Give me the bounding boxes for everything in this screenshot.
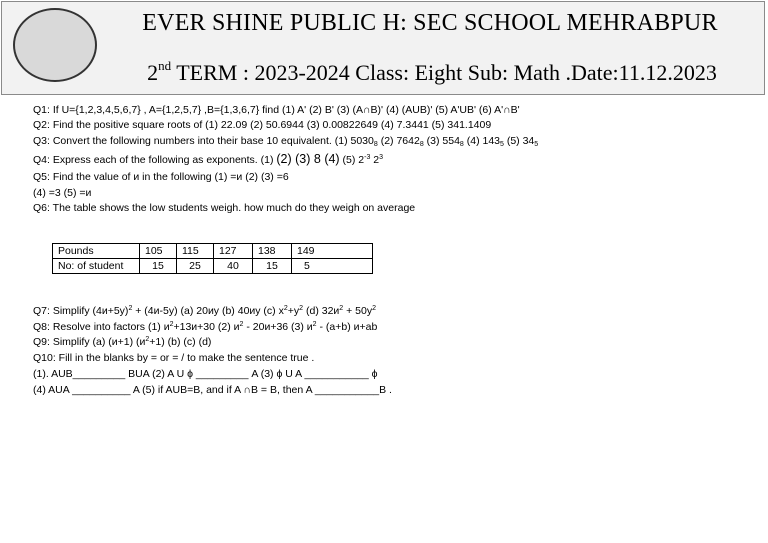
table-row bbox=[53, 259, 373, 274]
q7-part-2: + (4и-5y) (a) 20иy (b) 40иy (c) x bbox=[132, 305, 284, 317]
q9-part-1: Q9: Simplify (a) (и+1) (и bbox=[33, 336, 146, 348]
row-label-pounds: Pounds bbox=[53, 244, 140, 259]
school-logo bbox=[13, 8, 97, 82]
q3-part-1: Q3: Convert the following numbers into their base 10 equivalent. (1) 5030 bbox=[33, 135, 374, 147]
q9-exp-1: 2 bbox=[145, 336, 150, 343]
question-8 bbox=[33, 320, 377, 334]
q8-part-4: - (a+b) и+ab bbox=[316, 321, 378, 333]
q3-part-2: (2) 7642 bbox=[377, 135, 420, 147]
question-5: Q5: Find the value of и in the following (1) =и (2) (3) =6 bbox=[33, 171, 289, 183]
q4-part-1: Q4: Express each of the following as exponents. (1) bbox=[33, 154, 277, 166]
table-cell: 105 bbox=[140, 244, 177, 259]
q3-part-3: (3) 554 bbox=[423, 135, 460, 147]
q3-base-3: 8 bbox=[459, 141, 464, 148]
term-details: TERM : 2023-2024 Class: Eight Sub: Math .Date:11.12.2023 bbox=[171, 60, 717, 85]
q7-part-3: +y bbox=[287, 305, 300, 317]
q8-part-2: +13и+30 (2) и bbox=[173, 321, 240, 333]
q8-exp-3: 2 bbox=[312, 321, 317, 328]
question-1: Q1: If U={1,2,3,4,5,6,7} , A={1,2,5,7} ,B={1,3,6,7} find (1) A' (2) B' (3) (A∩B)' (4) (AUB)' (5) A'UB' (6) A'∩B' bbox=[33, 104, 520, 116]
row-label-students: No: of student bbox=[53, 259, 140, 274]
question-2: Q2: Find the positive square roots of (1) 22.09 (2) 50.6944 (3) 0.00822649 (4) 7.3441 (5) 341.1409 bbox=[33, 119, 492, 131]
q4-part-2: (2) (3) 8 (4) bbox=[276, 152, 340, 166]
table-cell: 15 bbox=[253, 259, 292, 274]
question-9 bbox=[33, 335, 211, 349]
table-cell: 127 bbox=[214, 244, 253, 259]
table-cell: 138 bbox=[253, 244, 292, 259]
weights-table bbox=[52, 243, 373, 274]
table-cell: 149 bbox=[292, 244, 373, 259]
q7-exp-3: 2 bbox=[299, 305, 304, 312]
question-5-continued: (4) =3 (5) =и bbox=[33, 187, 92, 199]
q7-exp-4: 2 bbox=[339, 305, 344, 312]
q4-part-3: (5) 2 bbox=[339, 154, 365, 166]
school-name: EVER SHINE PUBLIC H: SEC SCHOOL MEHRABPUR bbox=[142, 10, 718, 36]
q3-part-5: (5) 34 bbox=[503, 135, 535, 147]
fill-blanks-row-1: (1). AUB_________ BUA (2) A U ϕ _________ A (3) ϕ U A ___________ ϕ bbox=[33, 368, 378, 380]
q7-part-5: + 50y bbox=[343, 305, 373, 317]
question-3 bbox=[33, 134, 538, 148]
q7-exp-5: 2 bbox=[372, 305, 376, 312]
q7-part-4: (d) 32и bbox=[303, 305, 340, 317]
question-4 bbox=[33, 152, 383, 167]
q3-part-4: (4) 143 bbox=[463, 135, 500, 147]
table-cell: 25 bbox=[177, 259, 214, 274]
term-suffix: nd bbox=[158, 58, 172, 73]
term-number: 2 bbox=[147, 60, 159, 85]
table-cell: 40 bbox=[214, 259, 253, 274]
q8-part-3: - 20и+36 (3) и bbox=[243, 321, 313, 333]
term-info bbox=[102, 60, 762, 86]
question-6: Q6: The table shows the low students weigh. how much do they weigh on average bbox=[33, 202, 416, 214]
q9-part-2: +1) (b) (c) (d) bbox=[149, 336, 212, 348]
q8-exp-1: 2 bbox=[169, 321, 174, 328]
table-cell: 115 bbox=[177, 244, 214, 259]
q3-base-1: 8 bbox=[373, 141, 378, 148]
q3-base-5: 5 bbox=[534, 141, 539, 148]
header-box bbox=[1, 1, 765, 95]
q3-base-4: 5 bbox=[500, 141, 504, 148]
q4-exp-2: 3 bbox=[379, 154, 384, 161]
table-cell: 5 bbox=[292, 259, 373, 274]
fill-blanks-row-2: (4) AUA __________ A (5) if AUB=B, and if A ∩B = B, then A ___________B . bbox=[33, 384, 392, 396]
question-10: Q10: Fill in the blanks by = or = / to make the sentence true . bbox=[33, 352, 315, 364]
table-cell: 15 bbox=[140, 259, 177, 274]
q3-base-2: 8 bbox=[419, 141, 424, 148]
q8-part-1: Q8: Resolve into factors (1) и bbox=[33, 321, 170, 333]
q7-part-1: Q7: Simplify (4и+5y) bbox=[33, 305, 129, 317]
q4-exp-1: -3 bbox=[364, 154, 371, 161]
q8-exp-2: 2 bbox=[239, 321, 244, 328]
question-7 bbox=[33, 304, 376, 318]
q7-exp-2: 2 bbox=[283, 305, 288, 312]
q4-part-4: 2 bbox=[370, 154, 380, 166]
q7-exp-1: 2 bbox=[128, 305, 133, 312]
table-row bbox=[53, 244, 373, 259]
